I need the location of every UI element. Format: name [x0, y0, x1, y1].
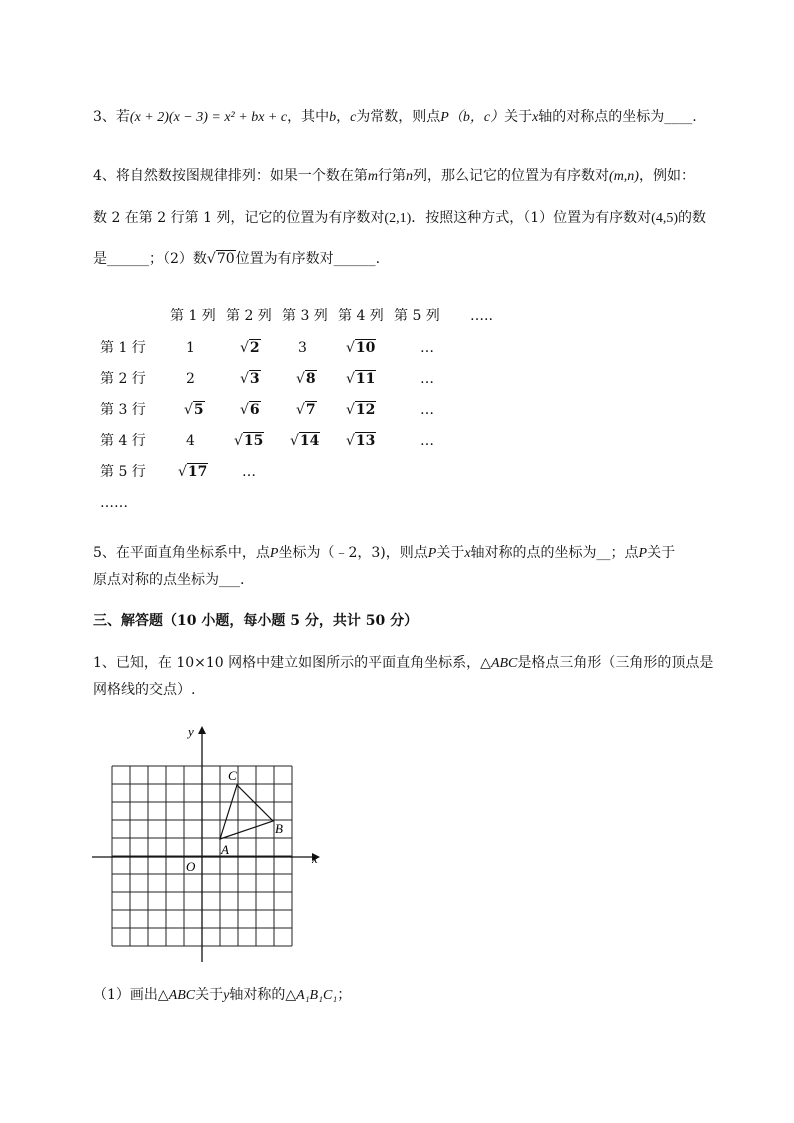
section-3-title-text: 三、解答题（10 小题，每小题 5 分，共计 50 分）	[93, 613, 419, 629]
q4-var-m: m	[367, 169, 379, 184]
table-cell-r2-c1: 2	[186, 371, 195, 387]
table-cell-r1-c4: √10	[346, 340, 376, 356]
q3-suffix: 轴的对称点的坐标为____.	[538, 109, 697, 125]
q3-mid2: 为常数，则点	[356, 109, 441, 125]
table-cell-r5-c2: …	[242, 464, 256, 480]
table-cell-r4-c1: 4	[186, 433, 195, 449]
y-axis-arrow	[198, 726, 206, 734]
table-cell-r3-c1: √5	[184, 402, 204, 418]
sub-question-1	[93, 985, 351, 1006]
q6-text-2: 网格线的交点）.	[93, 682, 196, 698]
table-cell-r1-c1: 1	[186, 340, 195, 356]
table-cell-r4-c3: √14	[290, 433, 320, 449]
q5-point-p-3: P	[638, 546, 648, 561]
table-row-label-1: 第 1 行	[100, 340, 146, 356]
q5-text-1d: 轴对称的点的坐标为__；点	[470, 545, 639, 561]
sub1-var-y: y	[223, 988, 230, 1003]
q3-coord: （b，c）	[448, 110, 505, 125]
question-4-line-2	[93, 208, 706, 229]
q5-point-p-1: P	[269, 546, 279, 561]
origin-label: O	[186, 859, 196, 874]
x-axis-label: x	[312, 851, 318, 866]
q6-text-1a: 1、已知，在 10×10 网格中建立如图所示的平面直角坐标系，△	[93, 655, 491, 671]
table-cell-r3-c5: …	[420, 402, 434, 418]
table-cell-r2-c4: √11	[346, 371, 376, 387]
table-cell-r2-c2: √3	[240, 371, 260, 387]
y-axis-label: y	[188, 724, 194, 739]
triangle-abc	[220, 785, 273, 839]
q3-var-x: x	[532, 110, 539, 125]
q4-text-2b: ．按照这种方式，（1）位置为有序数对	[411, 210, 652, 226]
q5-text-1e: 关于	[647, 545, 676, 561]
q3-var-b: b	[329, 110, 337, 125]
question-4-line-3	[93, 249, 380, 269]
table-row-label-2: 第 2 行	[100, 371, 146, 387]
table-header-5: 第 5 列	[394, 308, 440, 324]
q3-comma: ，	[336, 109, 351, 125]
q3-expression: (x + 2)(x − 3) = x² + bx + c	[129, 110, 288, 125]
q4-pair-21: (2,1)	[384, 211, 412, 226]
q6-triangle-abc: ABC	[490, 656, 518, 671]
table-row-label-5: 第 5 行	[100, 464, 146, 480]
q4-text-3a: 是______；（2）数	[93, 251, 207, 267]
question-5-line-2	[93, 570, 244, 590]
q4-text-1d: ，例如：	[638, 168, 695, 184]
q4-radicand-70: 70	[216, 251, 235, 267]
table-cell-r2-c5: …	[420, 371, 434, 387]
table-row-label-3: 第 3 行	[100, 402, 146, 418]
table-cell-r1-c3: 3	[298, 340, 307, 356]
table-cell-r4-c2: √15	[234, 433, 264, 449]
table-cell-r3-c4: √12	[346, 402, 376, 418]
q4-text-1a: 4、将自然数按图规律排列：如果一个数在第	[93, 168, 368, 184]
table-cell-r2-c3: √8	[296, 371, 316, 387]
q3-point-p: P	[440, 110, 449, 125]
sub1-text-a: （1）画出△	[93, 987, 169, 1003]
q4-text-2c: 的数	[677, 210, 706, 226]
table-cell-r4-c5: …	[420, 433, 434, 449]
q4-text-2a: 数 2 在第 2 行第 1 列，记它的位置为有序数对	[93, 210, 385, 226]
sub1-text-b: 关于	[195, 987, 224, 1003]
q6-text-1b: 是格点三角形（三角形的顶点是	[517, 655, 714, 671]
sub1-text-c: 轴对称的△	[229, 987, 297, 1003]
sub1-triangle-a1b1c1: A₁B₁C₁	[296, 988, 338, 1003]
question-4-line-1	[93, 166, 695, 187]
vertex-a-label: A	[221, 842, 229, 857]
q3-prefix: 3、若	[93, 109, 130, 125]
table-header-2: 第 2 列	[226, 308, 272, 324]
q3-var-c: c	[350, 110, 357, 125]
table-header-3: 第 3 列	[282, 308, 328, 324]
table-header-1: 第 1 列	[170, 308, 216, 324]
q4-pair-45: (4,5)	[651, 211, 678, 226]
vertex-c-label: C	[228, 768, 237, 783]
table-cell-r4-c4: √13	[346, 433, 376, 449]
q5-text-2: 原点对称的点坐标为___.	[93, 572, 245, 588]
sub1-text-d: ；	[337, 987, 352, 1003]
q4-text-1c: 列，那么记它的位置为有序数对	[413, 168, 610, 184]
table-header-6: …..	[470, 308, 493, 324]
table-cell-r5-c1: √17	[178, 464, 208, 480]
q3-mid: ，其中	[287, 109, 330, 125]
q4-text-3b: 位置为有序数对______.	[235, 251, 381, 267]
sqrt-symbol: √	[206, 251, 216, 267]
question-5-line-1	[93, 543, 675, 564]
table-row-label-4: 第 4 行	[100, 433, 146, 449]
q4-text-1b: 行第	[378, 168, 407, 184]
coordinate-grid-figure	[90, 722, 330, 967]
question-s3-1-line-1	[93, 653, 713, 674]
vertex-b-label: B	[275, 821, 283, 836]
q5-point-p-2: P	[427, 546, 437, 561]
table-cell-r3-c2: √6	[240, 402, 260, 418]
q4-pair-mn: (m,n)	[609, 169, 639, 184]
section-3-title	[93, 611, 418, 631]
table-cell-r3-c3: √7	[296, 402, 316, 418]
table-cell-r1-c2: √2	[240, 340, 260, 356]
question-s3-1-line-2	[93, 680, 195, 700]
q5-text-1b: 坐标为（﹣2，3)，则点	[278, 545, 428, 561]
q5-text-1c: 关于	[436, 545, 465, 561]
table-cell-r1-c5: …	[420, 340, 434, 356]
question-3	[93, 107, 697, 128]
q5-var-x: x	[464, 546, 471, 561]
q5-text-1a: 5、在平面直角坐标系中，点	[93, 545, 270, 561]
q4-var-n: n	[406, 169, 414, 184]
sub1-triangle-abc: ABC	[168, 988, 196, 1003]
q3-mid3: 关于	[504, 109, 533, 125]
table-header-4: 第 4 列	[338, 308, 384, 324]
table-more-rows: ……	[100, 495, 128, 511]
